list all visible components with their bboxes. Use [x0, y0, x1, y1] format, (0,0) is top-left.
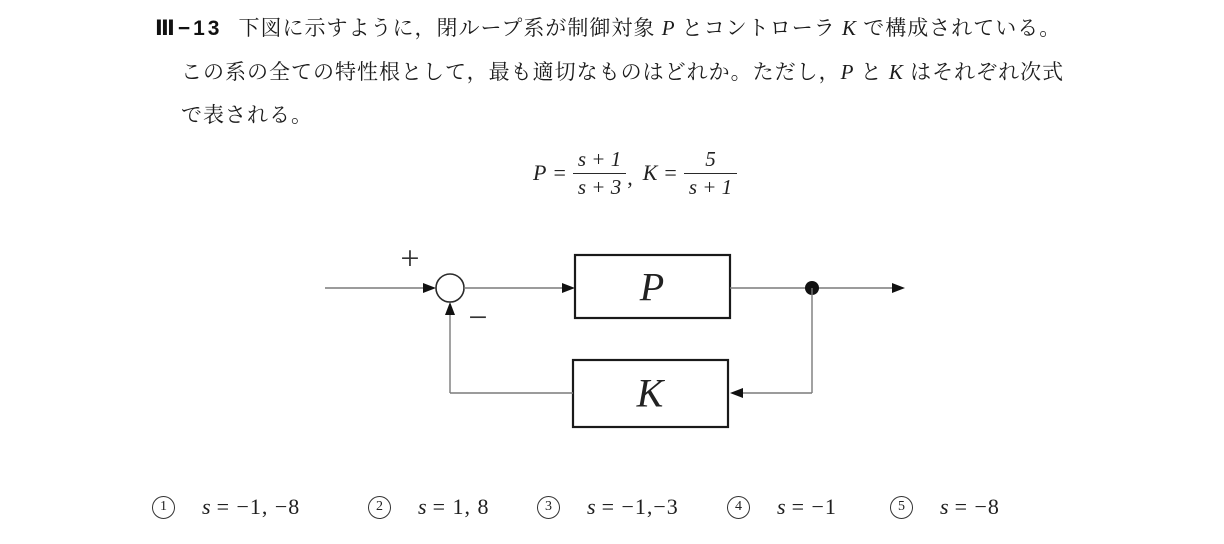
formula-separator: ,: [627, 165, 633, 190]
statement-line-1-text: [238, 16, 1061, 40]
choice-1: [152, 494, 300, 520]
choice-5-var: s: [940, 494, 949, 519]
choice-5-value: = −8: [954, 494, 1000, 519]
plus-sign: +: [400, 240, 420, 278]
choice-3-number: 3: [537, 496, 560, 519]
line2-var-p: P: [840, 60, 855, 84]
line1-mid: とコントローラ: [675, 16, 843, 40]
line1-var-k: K: [842, 16, 858, 40]
controller-label: K: [636, 370, 664, 416]
choice-4-expression: [777, 494, 837, 520]
choice-4-var: s: [777, 494, 786, 519]
choice-5-number: 5: [890, 496, 913, 519]
choice-2: [368, 494, 489, 520]
statement-line-1: [155, 12, 1061, 42]
question-number: Ⅲ−13: [155, 17, 223, 40]
line1-post: で構成されている。: [857, 16, 1062, 40]
formula-p-equals: =: [553, 160, 566, 185]
minus-sign: −: [468, 299, 488, 337]
formula-k-var: K: [642, 160, 658, 185]
summing-junction: [436, 274, 464, 302]
choice-5-expression: [940, 494, 1000, 520]
transfer-function-formula: [533, 142, 737, 204]
choice-2-number: 2: [368, 496, 391, 519]
formula-k-equals: =: [664, 160, 677, 185]
plant-input-arrowhead: [562, 283, 575, 293]
choice-2-var: s: [418, 494, 427, 519]
formula-p-fraction: [573, 147, 626, 198]
output-arrowhead: [892, 283, 905, 293]
statement-line-3: で表される。: [181, 103, 313, 127]
choice-2-value: = 1, 8: [432, 494, 490, 519]
line2-pre: この系の全ての特性根として，最も適切なものはどれか。ただし，: [181, 60, 841, 84]
plant-label: P: [639, 264, 665, 310]
block-diagram: [320, 235, 920, 445]
formula-k-fraction: [684, 147, 737, 198]
choice-5: [890, 494, 1000, 520]
choice-1-expression: [202, 494, 300, 520]
line1-var-p: P: [661, 16, 676, 40]
line1-pre: 下図に示すように，閉ループ系が制御対象: [238, 16, 662, 40]
choice-1-var: s: [202, 494, 211, 519]
formula-k-denominator: s + 1: [684, 173, 737, 199]
choice-2-expression: [418, 494, 489, 520]
choice-4: [727, 494, 837, 520]
choice-4-number: 4: [727, 496, 750, 519]
line2-post: はそれぞれ次式: [903, 60, 1065, 84]
formula-k-numerator: 5: [705, 147, 716, 172]
line2-mid: と: [854, 60, 889, 84]
choice-1-number: 1: [152, 496, 175, 519]
choice-3-var: s: [587, 494, 596, 519]
formula-p-numerator: s + 1: [577, 147, 622, 172]
formula-p-denominator: s + 3: [573, 173, 626, 199]
choice-1-value: = −1, −8: [216, 494, 301, 519]
line2-var-k: K: [888, 60, 904, 84]
choice-3-expression: [587, 494, 679, 520]
choice-4-value: = −1: [791, 494, 837, 519]
sum-input-arrowhead: [445, 302, 455, 315]
input-arrowhead: [423, 283, 436, 293]
controller-input-arrowhead: [730, 388, 743, 398]
choice-3: [537, 494, 679, 520]
choice-3-value: = −1,−3: [601, 494, 679, 519]
formula-p-var: P: [533, 160, 547, 185]
statement-line-2: [181, 56, 1064, 86]
